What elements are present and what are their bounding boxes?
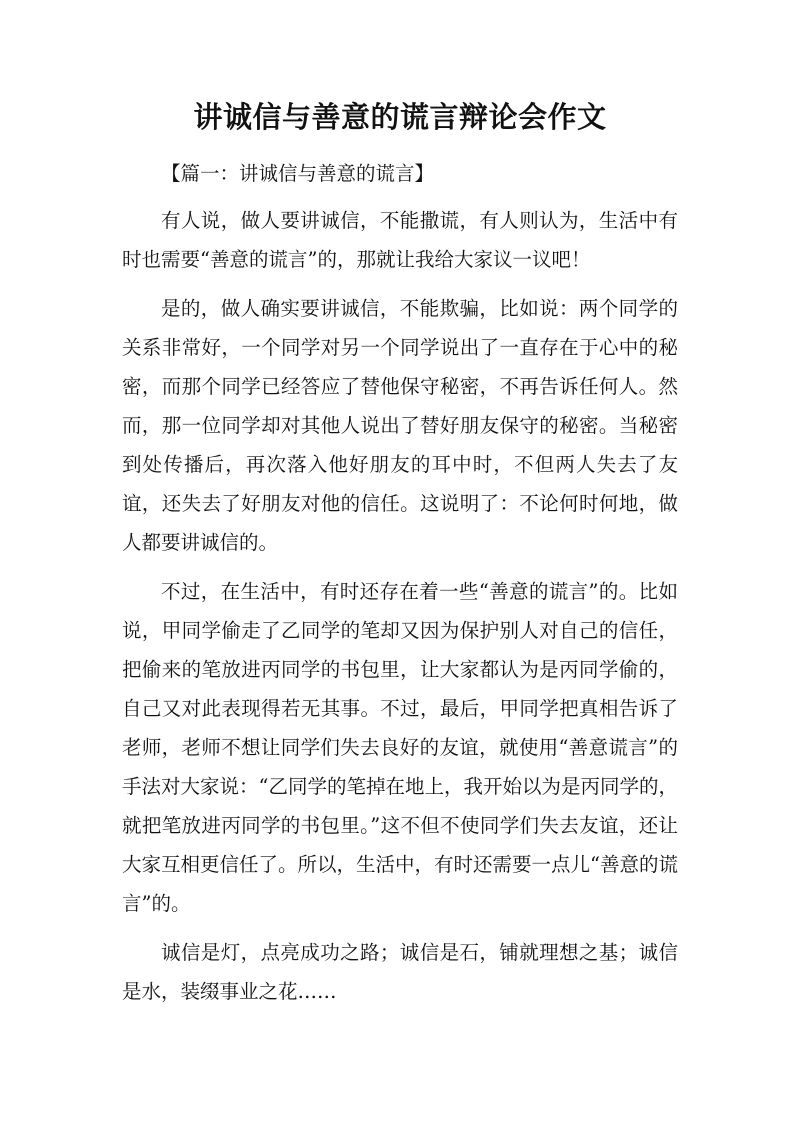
section-heading: 【篇一：讲诚信与善意的谎言】 (161, 162, 435, 185)
page-title: 讲诚信与善意的谎言辩论会作文 (193, 100, 607, 134)
paragraph-honesty: 是的，做人确实要讲诚信，不能欺骗，比如说：两个同学的关系非常好，一个同学对另一个同学说出了一直存在于心中的秘密，而那个同学已经答应了替他保守秘密，不再告诉任何人。然而，那一位同学却对其他人说出了替好朋友保守的秘密。当秘密到处传播后，再次落入他好朋友的耳中时，不但两人失去了友谊，还失去了好朋友对他的信任。这说明了：不论何时何地，做人都要讲诚信的。 (122, 297, 678, 554)
document-body (122, 154, 678, 1021)
paragraph-intro: 有人说，做人要讲诚信，不能撒谎，有人则认为，生活中有时也需要“善意的谎言”的，那就让我给大家议一议吧！ (122, 209, 678, 271)
paragraph-white-lie: 不过，在生活中，有时还存在着一些“善意的谎言”的。比如说，甲同学偷走了乙同学的笔却又因为保护别人对自己的信任，把偷来的笔放进丙同学的书包里，让大家都认为是丙同学偷的，自己又对此表现得若无其事。不过，最后，甲同学把真相告诉了老师，老师不想让同学们失去良好的友谊，就使用“善意谎言”的手法对大家说：“乙同学的笔掉在地上，我开始以为是丙同学的，就把笔放进丙同学的书包里。”这不但不使同学们失去友谊，还让大家互相更信任了。所以，生活中，有时还需要一点儿“善意的谎言”的。 (122, 580, 678, 915)
paragraph-conclusion: 诚信是灯，点亮成功之路；诚信是石，铺就理想之基；诚信是水，装缀事业之花…… (122, 941, 678, 1003)
